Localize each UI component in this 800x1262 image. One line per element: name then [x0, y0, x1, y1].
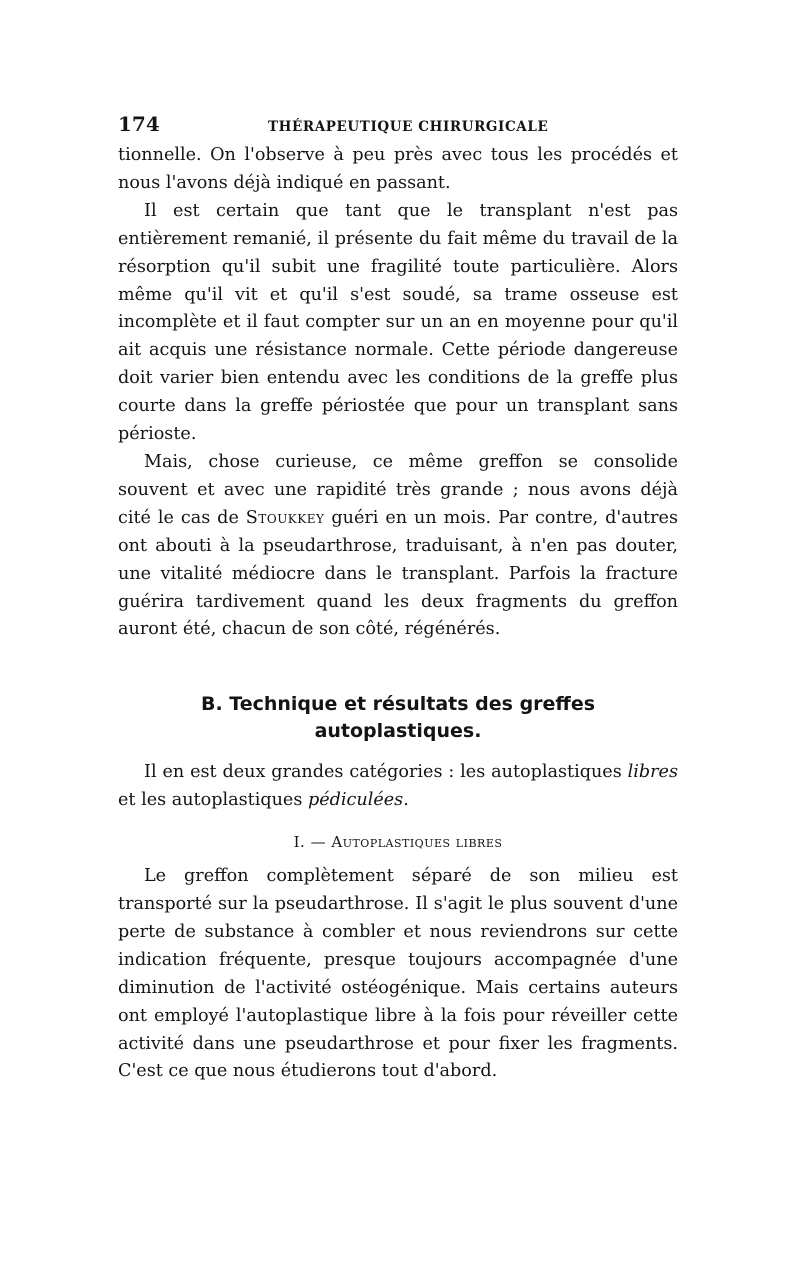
running-title: THÉRAPEUTIQUE CHIRURGICALE: [268, 119, 549, 135]
subsection-heading: [118, 833, 678, 851]
page-number: 174: [118, 112, 160, 136]
author-name: Stoukkey: [245, 507, 325, 528]
paragraph-consolidation: [118, 449, 678, 644]
paragraph-free-autoplasty: Le greffon complètement séparé de son milieu est transporté sur la pseudarthrose. Il s'agit le plus souvent d'une perte de substance à combler et nous reviendrons sur cette indication fréquente, presque toujours accompagnée d'une diminution de l'activité ostéogénique. Mais certains auteurs ont employé l'autoplastique libre à la fois pour réveiller cette activité dans une pseudarthrose et pour fixer les fragments. C'est ce que nous étudierons tout d'abord.: [118, 866, 678, 1082]
section-intro-part2: et les autoplastiques: [118, 790, 308, 811]
section-heading-line1: B. Technique et résultats des greffes: [200, 693, 596, 716]
book-page: [118, 112, 678, 1086]
section-heading-b: [118, 691, 678, 745]
term-libres: libres: [627, 762, 678, 783]
section-heading-line2: autoplastiques.: [314, 720, 482, 743]
subsection-number: I. —: [293, 833, 327, 852]
paragraph-continued: tionnelle. On l'observe à peu près avec tous les procédés et nous l'avons déjà indiqué en passant.: [118, 145, 678, 193]
paragraph-consolidation-part2: guéri en un mois. Par contre, d'autres ont abouti à la pseudarthrose, traduisant, à n'en pas douter, une vitalité médiocre dans le transplant. Parfois la fracture guérira tardivement quand les deux fragments du greffon auront été, chacun de son côté, régénérés.: [118, 507, 678, 640]
section-intro-part1: Il en est deux grandes catégories : les autoplastiques: [144, 762, 628, 783]
subsection-title: Autoplastiques libres: [331, 833, 503, 852]
term-pediculees: pédiculées: [307, 790, 404, 811]
paragraph-fragility: Il est certain que tant que le transplant n'est pas entièrement remanié, il présente du fait même du travail de la résorption qu'il subit une fragilité toute particulière. Alors même qu'il vit et qu'il s'est soudé, sa trame osseuse est incomplète et il faut compter sur un an en moyenne pour qu'il ait acquis une résistance normale. Cette période dangereuse doit varier bien entendu avec les conditions de la greffe plus courte dans la greffe périostée que pour un transplant sans périoste.: [118, 200, 678, 445]
running-head: [118, 112, 678, 142]
paragraph-consolidation-part1: Mais, chose curieuse, ce même greffon se consolide souvent et avec une rapidité très grande ; nous avons déjà cité le cas de: [118, 451, 678, 528]
section-intro-part3: .: [403, 790, 409, 811]
section-intro: [118, 759, 678, 815]
